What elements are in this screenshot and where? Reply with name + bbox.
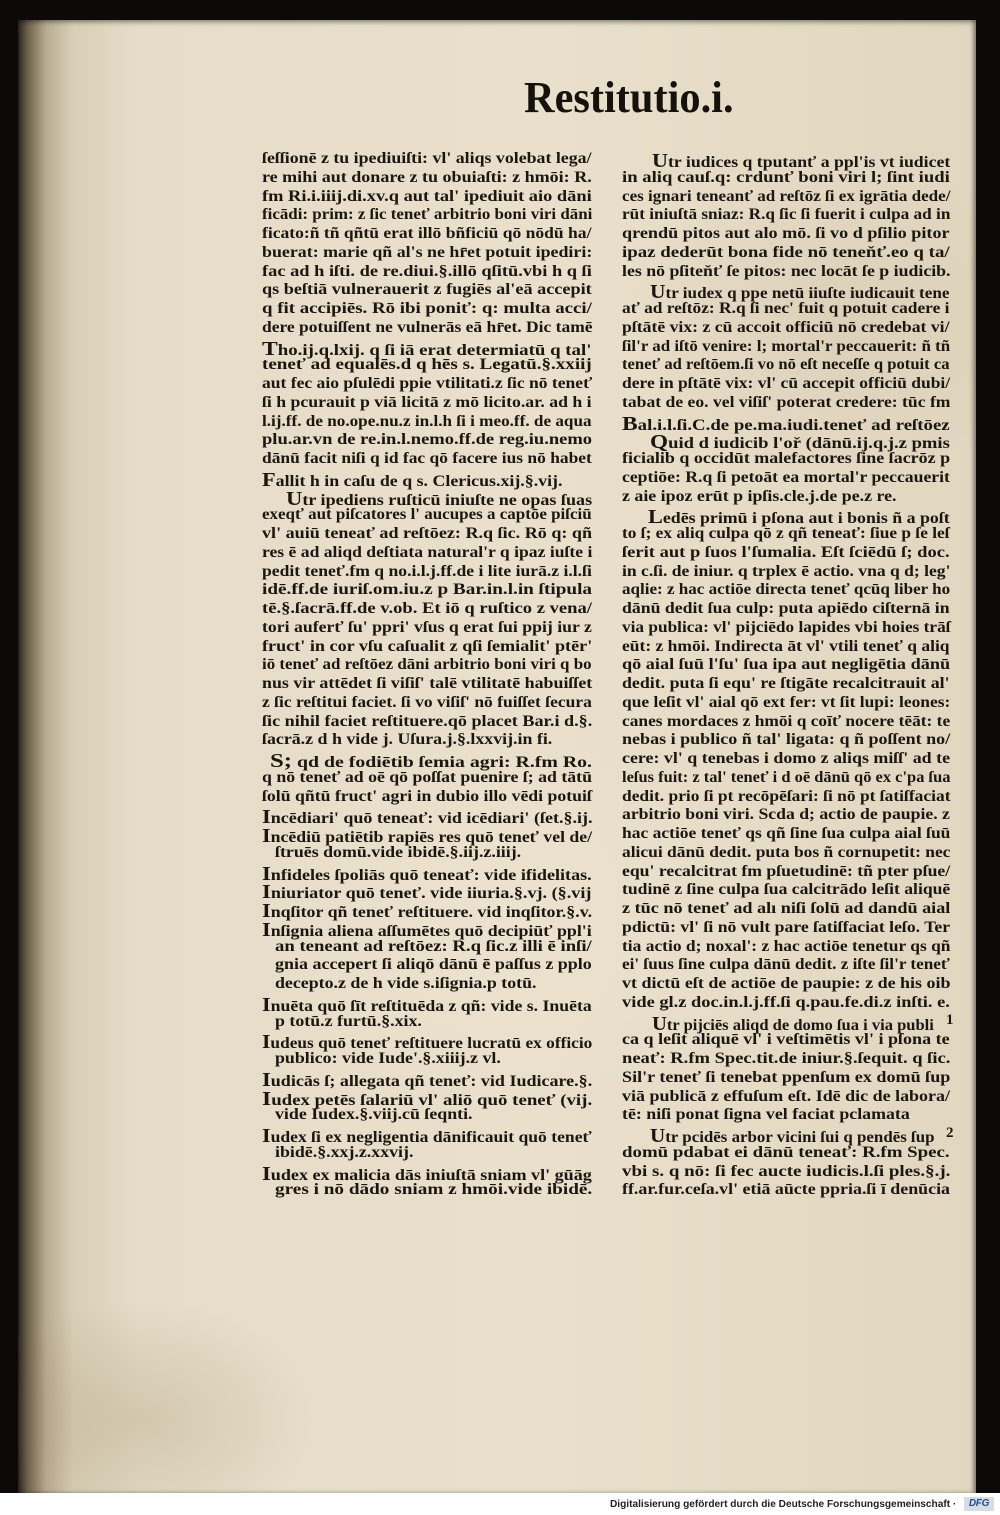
- left-column-line: [262, 600, 592, 619]
- left-column-line: [262, 825, 593, 847]
- right-column-line: [622, 544, 950, 563]
- right-column-line: [622, 1069, 950, 1088]
- right-column-line: [622, 1012, 950, 1035]
- line-text: q nō teneť ad oē qō poſſat puenire ſ; ad tātū: [262, 768, 592, 786]
- line-text: Iudex ex malicia dās iniuſtā sniam vl' gūāg: [262, 1162, 592, 1185]
- line-text: dere potuiſſent ne vulnerās eā hr̄et. Dic tamē: [262, 318, 593, 336]
- left-column-line: [262, 1144, 592, 1163]
- line-text: les nō pſiteňť ſe pitos: nec locāt ſe p iudicib.: [622, 262, 951, 280]
- left-column-line: [262, 544, 592, 563]
- line-text: z ſic reſtitui faciet. ſi vo viſiſ' nō fuiſſet ſecura: [262, 693, 592, 711]
- line-text: tabat de eo. vel viſiſ' poterat credere: tūc fm: [622, 393, 951, 411]
- left-column-line: [262, 713, 592, 732]
- left-column-line: [262, 1068, 593, 1091]
- left-column-line: [262, 1087, 593, 1110]
- left-column-line: [262, 918, 592, 941]
- right-column-line: [622, 1050, 950, 1069]
- line-text: dedit. prio ſi pt recōpēſari: ſi nō pt ſatiſfaciat: [622, 787, 951, 805]
- left-column-line: [262, 506, 592, 525]
- left-column-line: [262, 394, 592, 413]
- right-column-line: [622, 525, 950, 544]
- right-column-line: [622, 919, 950, 938]
- line-text: ibidē.§.xxj.z.xxvij.: [275, 1143, 414, 1161]
- line-text: Inqſitor qñ teneť reſtituere. vid inqſitor.§.v.: [262, 900, 593, 922]
- right-column: [622, 150, 950, 1200]
- line-text: tē: niſi ponat ſigna vel faciat pclamata: [622, 1106, 910, 1124]
- left-column-line: [262, 375, 592, 394]
- line-text: tori auferť ſu' ppri' vſus q erat ſui ppij iur z: [262, 618, 592, 636]
- line-text: que leſit vl' aial qō ext fer: vt ſit lupi: leones:: [622, 693, 951, 711]
- left-column-line: [262, 1013, 592, 1032]
- line-text: ſacrā.z d h vide j. Uſura.j.§.lxxvij.in fi.: [262, 731, 553, 749]
- line-text: decepto.z de h vide s.iſignia.p totū.: [275, 975, 537, 992]
- right-column-line: [622, 563, 950, 582]
- left-column-line: [262, 188, 592, 207]
- right-column-line: [622, 450, 950, 469]
- left-column-line: [262, 319, 592, 338]
- line-text: teneť ad equalēs.d q hēs s. Legatū.§.xxiij: [262, 356, 592, 374]
- left-column-line: [262, 244, 592, 263]
- left-column-line: [262, 844, 592, 863]
- line-text: aut fec aio pſulēdi ppie vtilitati.z ſic nō teneť: [262, 375, 593, 392]
- line-text: Iudeus quō teneť reſtituere lucratū ex officio: [262, 1031, 593, 1054]
- left-column-line: [262, 525, 592, 544]
- line-text: p totū.z furtū.§.xix.: [275, 1012, 422, 1030]
- right-column-line: [622, 581, 950, 600]
- line-text: rūt iniuſtā sniaz: R.q ſic ſi fuerit i culpa ad in: [622, 206, 951, 224]
- right-column-line: [622, 338, 950, 357]
- line-text: ſeſſionē z tu ipediuiſti: vl' aliqs volebat lega/: [262, 150, 592, 167]
- right-column-line: [622, 1144, 950, 1163]
- line-text: pedit teneť.fm q no.i.l.j.ff.de i lite iurā.z i.l.ſi: [262, 562, 592, 580]
- left-column-line: [262, 675, 592, 694]
- right-column-line: [622, 713, 950, 732]
- right-column-line: [622, 731, 950, 750]
- line-text: iō teneť ad reſtōez dāni arbitrio boni viri q bo: [262, 656, 592, 674]
- left-column-line: [262, 431, 592, 450]
- line-text: Incēdiū patiētib rapiēs res quō teneť vel de/: [262, 825, 593, 847]
- line-text: Inuēta quō ſīt reſtituēda z qñ: vide s. Inuēta: [262, 993, 592, 1016]
- right-column-line: [622, 750, 950, 769]
- right-column-line: [622, 394, 950, 413]
- line-text: buerat: marie qñ al's ne hr̄et potuit ipediri:: [262, 243, 593, 261]
- right-column-line: [622, 844, 950, 863]
- line-text: leſus fuit: z tal' teneť i d oē dānū qō ex c'pa ſua: [622, 768, 951, 786]
- line-text: ficādi: prim: z ſic teneť arbitrio boni viri dāni: [262, 206, 593, 224]
- right-column-line: [622, 431, 950, 454]
- line-text: Utr iudices q tputanť a ppl'is vt iudicet: [652, 150, 951, 172]
- right-column-line: [622, 469, 950, 488]
- right-column-line: [622, 806, 950, 825]
- line-text: Inſignia aliena aſſumētes quō decipiūť ppl'i: [262, 918, 592, 941]
- left-column-line: [262, 1050, 592, 1069]
- running-title-text: Restitutio.i.: [524, 73, 734, 122]
- line-text: arbitrio boni viri. Scda d; actio de paupie. z: [622, 806, 950, 824]
- right-column-line: [622, 206, 950, 225]
- left-column-line: [262, 563, 592, 582]
- line-text: qrendū pitos aut alo mō. ſi vo d pſilio pitor: [622, 225, 950, 242]
- line-text: z aie ipoz erūt p ipſis.cle.j.de pe.z re.: [622, 487, 897, 505]
- line-text: ať ad reſtōz: R.q ſi nec' fuit q potuit cadere i: [622, 300, 950, 317]
- line-text: dere in pſtātē vix: vl' cū accepit officiū dubi/: [622, 375, 951, 392]
- line-text: pſtātē vix: z cū accoit officiū nō credebat vi/: [622, 318, 950, 336]
- right-column-line: [622, 506, 950, 529]
- footer-credit-text: Digitalisierung gefördert durch die Deutsche Forschungsgemeinschaft ·: [610, 1499, 957, 1510]
- left-column-line: [262, 619, 592, 638]
- left-column-line: [262, 806, 593, 829]
- right-column-line: [622, 1163, 950, 1182]
- line-text: ceptiōe: R.q ſi petoāt ea mortal'r peccauerit: [622, 468, 950, 486]
- line-text: Infideles ſpoliās quō teneať: vide ifidelitas.: [262, 862, 592, 885]
- line-text: ſolū qñtū fruct' agri in dubio illo vēdi potuiſ: [262, 787, 592, 805]
- line-text: ipaz dederūt bona fide nō teneňť.eo q ta/: [622, 243, 950, 261]
- left-column-line: [262, 731, 592, 750]
- line-text: to ſ; ex aliq culpa qō z qñ teneať: ſiue p ſe leſ: [622, 525, 950, 542]
- right-column-line: [622, 638, 950, 657]
- left-column-line: [262, 468, 592, 491]
- left-column-line: [262, 993, 592, 1016]
- right-column-line: [622, 825, 950, 844]
- running-title: [524, 72, 734, 124]
- left-column-line: [262, 1181, 592, 1200]
- footer-credit: [610, 1498, 956, 1511]
- line-text: ſil'r ad iſtō venire: l; mortal'r peccauerit: ñ tñ: [622, 337, 951, 355]
- line-text: ſtruēs domū.vide ibidē.§.iij.z.iiij.: [275, 843, 522, 861]
- left-column-line: [262, 956, 592, 975]
- line-text: hac actiōe teneť qs qñ ſine ſua culpa aial ſuū: [622, 825, 951, 842]
- right-column-line: [622, 619, 950, 638]
- line-text: Iudex petēs ſalariū vl' aliō quō teneť (vij.: [262, 1087, 593, 1110]
- left-column-line: [262, 788, 592, 807]
- left-column: [262, 150, 592, 1200]
- left-column-line: [262, 1125, 592, 1147]
- line-text: q fit accipiēs. Rō ibi poniť: q: multa acci/: [262, 300, 592, 317]
- line-text: idē.ff.de iuriſ.om.iu.z p Bar.in.l.in ſtipula: [262, 581, 593, 599]
- left-column-line: [262, 337, 592, 360]
- right-column-line: [622, 244, 950, 263]
- left-column-line: [262, 300, 592, 319]
- left-column-line: [262, 938, 592, 957]
- right-column-line: [622, 319, 950, 338]
- right-column-line: [622, 488, 950, 507]
- left-column-line: [262, 881, 592, 904]
- line-text: dānū facit niſi q id fac qō facere ius nō habet: [262, 450, 592, 467]
- left-column-line: [262, 656, 592, 675]
- line-text: fm Ri.i.iiij.di.xv.q aut tal' ipediuit aio dāni: [262, 187, 592, 205]
- right-column-line: [622, 150, 951, 172]
- line-text: ei' ſuus ſine culpa dānū dedit. z iſte ſil'r teneť: [622, 956, 950, 974]
- page: [18, 20, 976, 1493]
- line-text: gres i nō dādo sniam z hmōi.vide ibidē.: [275, 1181, 593, 1199]
- left-column-line: [262, 356, 592, 375]
- margin-note: 2: [946, 1125, 954, 1141]
- line-text: ſerit aut p ſuos l'ſumalia. Eſt ſciēdū ſ; doc.: [622, 543, 950, 561]
- line-text: eūt: z hmōi. Indirecta āt vl' vtili teneť q aliq: [622, 637, 950, 655]
- line-text: plu.ar.vn de re.in.l.nemo.ff.de reg.iu.nemo: [262, 431, 593, 449]
- line-text: qō aial ſuū l'ſu' ſua ipa aut negligētia dānū: [622, 656, 951, 674]
- line-text: Iudicās ſ; allegata qñ teneť: vid Iudicare.§.: [262, 1068, 593, 1091]
- line-text: tē.§.ſacrā.ff.de v.ob. Et iō q ruſtico z vena/: [262, 600, 592, 617]
- line-text: exeqť aut piſcatores l' aucupes a captōe piſciū: [262, 506, 592, 524]
- line-text: alicui dānū dedit. puta bos ñ cornupetit: nec: [622, 843, 951, 861]
- left-column-line: [262, 750, 592, 772]
- line-text: Sil'r teneť ſi tenebat ppenſum ex domū ſup: [622, 1068, 951, 1086]
- left-column-line: [262, 900, 593, 922]
- line-text: tia actio d; noxal': z hac actiōe tenetur qs qñ: [622, 937, 951, 955]
- line-text: l.ij.ff. de no.ope.nu.z in.l.h ſi i meo.ff. de aqua: [262, 412, 592, 430]
- left-column-line: [262, 1106, 592, 1125]
- line-text: aqlie: z hac actiōe directa teneť qcūq liber ho: [622, 581, 951, 599]
- line-text: Iniuriator quō teneť. vide iiuria.§.vj. (§.vij: [262, 881, 592, 904]
- line-text: vbi s. q nō: ſi fec aucte iudicis.l.ſi ples.§.j.: [622, 1162, 951, 1180]
- line-text: re mihi aut donare z tu obuiaſti: z hmōi: R.: [262, 168, 592, 186]
- line-text: res ē ad aliqd deſtiata natural'r q ipaz iuſte i: [262, 543, 593, 561]
- line-text: an teneant ad reſtōez: R.q ſic.z illi ē inſi/: [275, 937, 592, 955]
- footer-bar: [0, 1493, 1000, 1515]
- right-column-line: [622, 356, 950, 375]
- right-column-line: [622, 863, 950, 882]
- line-text: vide Iudex.§.viij.cū ſeqnti.: [275, 1106, 473, 1124]
- left-column-line: [262, 1031, 593, 1054]
- line-text: via publica: vl' pijciēdo lapides vbi hoies trāſ: [622, 618, 951, 636]
- line-text: Utr iudex q ppe netū iiuſte iudicauit tene: [650, 281, 950, 304]
- line-text: vide gl.z doc.in.l.j.ff.ſi q.pau.fe.di.z inſti. e.: [622, 993, 950, 1011]
- line-text: publico: vide Iude'.§.xiiij.z vl.: [275, 1050, 501, 1067]
- right-column-line: [622, 938, 950, 957]
- line-text: teneť ad reſtōem.ſi vo nō eſt neceſſe q potuit ca: [622, 356, 950, 374]
- line-text: domū pdabat ei dānū teneať: R.fm Spec.: [622, 1143, 950, 1161]
- line-text: ficato:ñ tñ qñtū erat illō bñficiū qō nōdū ha/: [262, 225, 592, 242]
- line-text: Fallit h in caſu de q s. Clericus.xij.§.vij.: [262, 468, 563, 491]
- line-text: z tūc nō teneť ad alı niſi ſolū ad dandū aial: [622, 900, 951, 917]
- right-column-line: [622, 300, 950, 319]
- line-text: ſic nihil faciet reſtituere.qō placet Bar.i d.§.: [262, 712, 593, 730]
- line-text: nus vir attēdet ſi viſiſ' talē vtilitatē habuiſſet: [262, 675, 593, 692]
- left-column-line: [262, 206, 592, 225]
- left-column-line: [262, 769, 592, 788]
- line-text: gnia accepert ſi aliqō dānū ē paſſus z pplo: [275, 956, 592, 974]
- line-text: in c.ſi. de iniur. q trplex ē actio. vna q d; leg': [622, 562, 951, 580]
- right-column-line: [622, 225, 950, 244]
- right-column-line: [622, 188, 950, 207]
- right-column-line: [622, 994, 950, 1013]
- left-column-line: [262, 1162, 592, 1185]
- right-column-line: [622, 412, 950, 435]
- line-text: fac ad h iſti. de re.diui.§.illō qſitū.vbi h q ſi: [262, 262, 592, 280]
- line-text: viā publicā z effuſum eſt. Idē dic de labora/: [622, 1087, 950, 1105]
- left-column-line: [262, 862, 592, 885]
- line-text: S; qd de fodiētib ſemia agri: R.fm Ro.: [270, 750, 592, 772]
- right-column-line: [622, 788, 950, 807]
- right-column-line: [622, 675, 950, 694]
- line-text: tudinē z ſine culpa ſua calcitrādo leſit aliquē: [622, 881, 951, 899]
- line-text: neať: R.fm Spec.tit.de iniur.§.ſequit. q ſic.: [622, 1050, 951, 1067]
- line-text: equ' recalcitrat fm pſuetudinē: tñ pter pſue/: [622, 862, 951, 880]
- right-column-line: [622, 656, 950, 675]
- left-column-line: [262, 225, 592, 244]
- line-text: Bal.i.l.ſi.C.de pe.ma.iudi.teneť ad reſtōez: [622, 412, 950, 435]
- left-column-line: [262, 975, 592, 994]
- dfg-logo: DFG: [964, 1497, 994, 1511]
- right-column-line: [622, 975, 950, 994]
- left-column-line: [262, 150, 592, 169]
- right-column-line: [622, 600, 950, 619]
- left-column-line: [262, 487, 593, 510]
- right-column-line: [622, 956, 950, 975]
- right-column-line: [622, 375, 950, 394]
- line-text: Utr pijciēs aliqd de domo ſua i via publi: [652, 1012, 934, 1035]
- right-column-line: [622, 1106, 950, 1125]
- line-text: ca q leſit aliquē vl' i veſtimētis vl' i pſona te: [622, 1031, 950, 1049]
- line-text: Incēdiari' quō teneať: vid icēdiari' (ſet.§.ij.: [262, 806, 593, 829]
- line-text: ff.ar.fur.ceſa.vl' etiā aūcte ppria.ſi ī denūcia: [622, 1181, 951, 1199]
- line-text: nebas i publico ñ tal' ligata: q ñ poſſent no/: [622, 731, 951, 749]
- line-text: cere: vl' q tenebas i domo z aliqs miſſ' ad te: [622, 750, 951, 767]
- left-column-line: [262, 169, 592, 188]
- line-text: vl' auiū teneať ad reſtōez: R.q ſic. Rō q: qñ: [262, 525, 593, 542]
- right-column-line: [622, 1031, 950, 1050]
- right-column-line: [622, 1181, 950, 1200]
- line-text: canes mordaces z hmōi q coīť nocere tēāt: te: [622, 712, 951, 730]
- line-text: Quid d iudicib l'oř (dānū.ij.q.j.z pmis: [650, 431, 950, 454]
- right-column-line: [622, 694, 950, 713]
- left-column-line: [262, 281, 592, 300]
- line-text: fruct' in cor vſu caſualit z qſi ſemialit' ptēr': [262, 637, 593, 655]
- line-text: ficialib q occidūt malefactores ſine ſacrōz p: [622, 450, 951, 467]
- line-text: ces ignari teneanť ad reſtōz ſi ex igrātia dede/: [622, 187, 951, 205]
- left-column-line: [262, 638, 592, 657]
- right-column-line: [622, 881, 950, 900]
- line-text: in aliq cauſ.q: crdunť boni viri l; ſint iudi: [622, 168, 950, 186]
- line-text: Iudex ſi ex negligentia dānificauit quō teneť: [262, 1125, 592, 1147]
- line-text: Utr pcidēs arbor vicini ſui q pendēs ſup: [650, 1125, 935, 1147]
- right-column-line: [622, 1088, 950, 1107]
- right-column-line: [622, 1125, 950, 1147]
- right-column-line: [622, 769, 950, 788]
- left-column-line: [262, 413, 592, 432]
- line-text: dedit. puta ſi equ' re ſtigāte recalcitrauit al': [622, 675, 950, 692]
- left-column-line: [262, 450, 592, 469]
- line-text: ſi h pcurauit p viā licitā z mō licito.ar. ad h i: [262, 393, 592, 411]
- line-text: Ledēs primū i pſona aut i bonis ñ a poſt: [648, 506, 950, 529]
- left-column-line: [262, 581, 592, 600]
- right-column-line: [622, 263, 950, 282]
- line-text: Utr ipediens ruſticū iniuſte ne opas ſuas: [286, 487, 593, 510]
- line-text: dānū dedit ſua culp: puta apiēdo ciſternā in: [622, 600, 950, 617]
- right-column-line: [622, 281, 950, 304]
- margin-note: 1: [946, 1012, 954, 1028]
- line-text: vt dictū eſt de actiōe de paupie: z de his oib: [622, 975, 951, 992]
- right-column-line: [622, 169, 950, 188]
- left-column-line: [262, 694, 592, 713]
- left-column-line: [262, 263, 592, 282]
- right-column-line: [622, 900, 950, 919]
- line-text: pdictū: vl' ſi nō vult pare ſatiſfaciat leſo. Ter: [622, 918, 951, 936]
- line-text: qs beſtiā vulnerauerit z fugiēs al'eā accepit: [262, 281, 592, 299]
- line-text: Tho.ij.q.lxij. q ſi iā erat determiatū q tal': [262, 337, 592, 360]
